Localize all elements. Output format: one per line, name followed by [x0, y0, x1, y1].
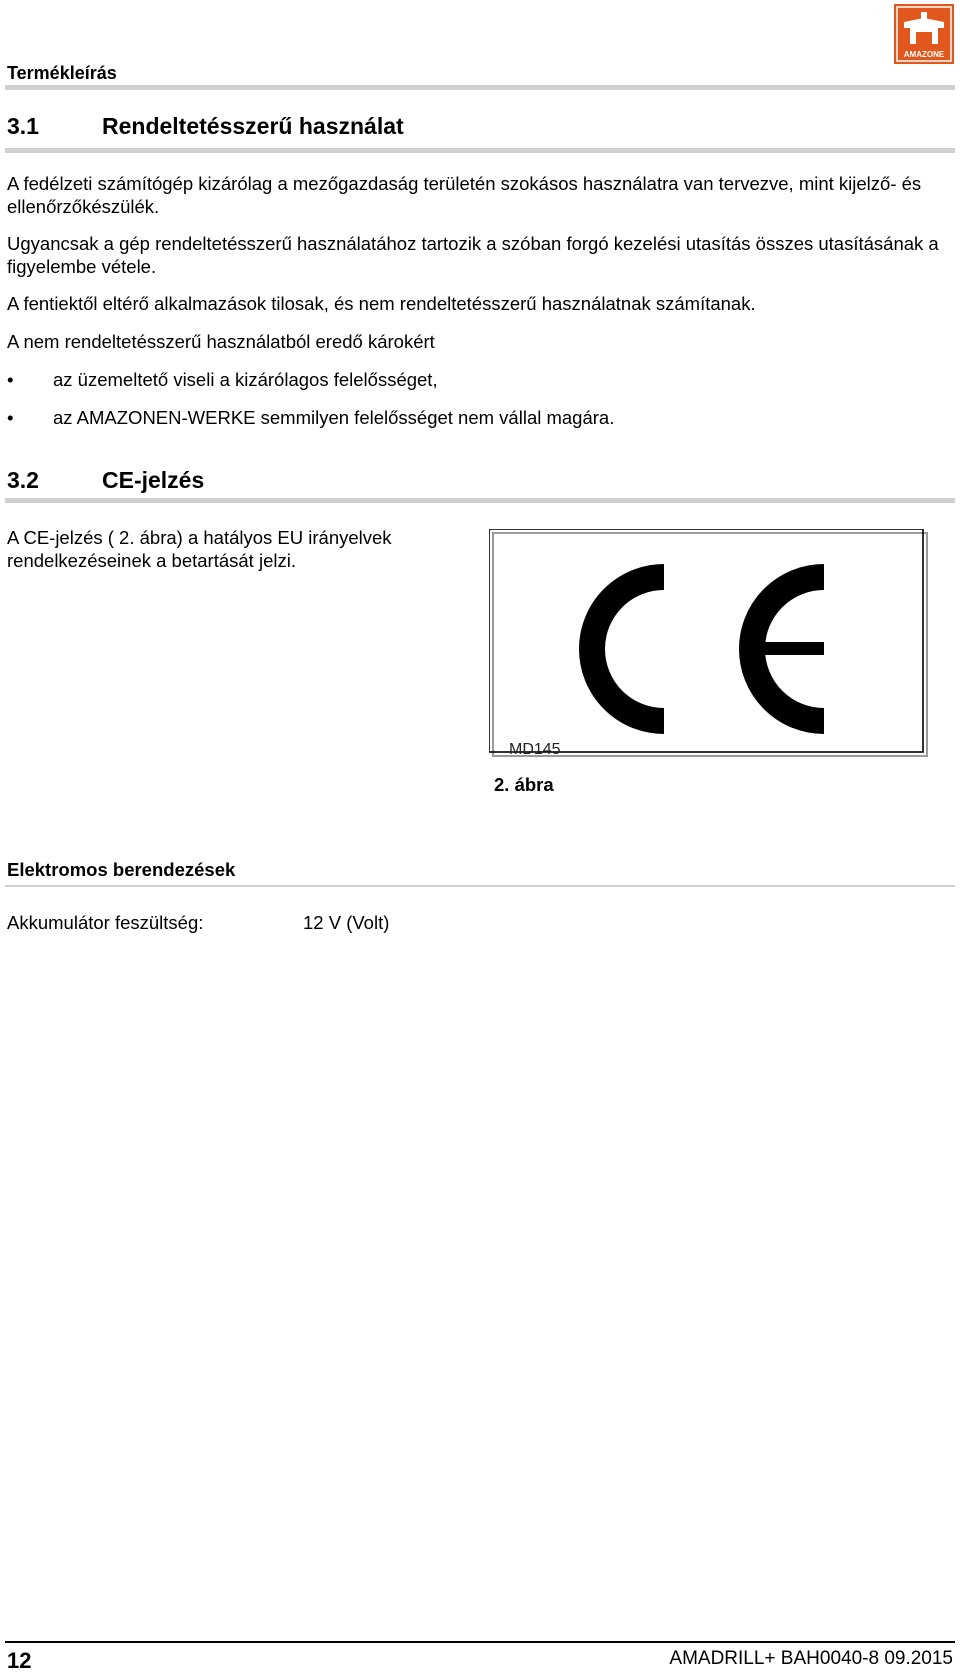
paragraph: A nem rendeltetésszerű használatból eredő károkért — [7, 331, 435, 352]
footer-rule — [5, 1641, 955, 1643]
header-rule — [5, 85, 955, 90]
electrical-heading: Elektromos berendezések — [7, 859, 236, 880]
section-32-rule — [5, 498, 955, 503]
paragraph: A fedélzeti számítógép kizárólag a mezőgazdaság területén szokásos használatra van tervezve, mint kijelző- és ellenőrzőkészülék. — [7, 173, 922, 217]
section-32-number: 3.2 — [7, 467, 39, 493]
svg-text:AMAZONE: AMAZONE — [903, 50, 945, 59]
section-31-heading — [7, 113, 907, 143]
list-item: • az üzemeltető viseli a kizárólagos felelősséget, — [7, 369, 438, 390]
section-31-title: Rendeltetésszerű használat — [102, 113, 404, 139]
ce-mark-figure — [489, 529, 931, 760]
bullet-icon: • — [7, 369, 14, 390]
ce-mark-icon — [592, 577, 824, 721]
figure-caption: 2. ábra — [494, 774, 554, 795]
section-32-title: CE-jelzés — [102, 467, 205, 493]
section-32-heading — [7, 467, 907, 497]
electrical-rule — [5, 885, 955, 887]
bullet-icon: • — [7, 407, 14, 428]
figure-code: MD145 — [509, 741, 561, 758]
document-id: AMADRILL+ BAH0040-8 09.2015 — [669, 1648, 953, 1669]
list-item: • az AMAZONEN-WERKE semmilyen felelősséget nem vállal magára. — [7, 407, 615, 428]
section-31-number: 3.1 — [7, 113, 39, 139]
battery-voltage-value: 12 V (Volt) — [303, 912, 390, 933]
paragraph: A CE-jelzés ( 2. ábra) a hatályos EU irányelvek rendelkezéseinek a betartását jelzi. — [7, 527, 392, 571]
paragraph: A fentiektől eltérő alkalmazások tilosak, és nem rendeltetésszerű használatnak számítanak. — [7, 293, 756, 314]
page-number: 12 — [7, 1648, 32, 1673]
amazone-logo — [894, 4, 954, 64]
battery-voltage-label: Akkumulátor feszültség: — [7, 912, 204, 933]
section-header: Termékleírás — [7, 63, 117, 83]
paragraph: Ugyancsak a gép rendeltetésszerű használatához tartozik a szóban forgó kezelési utasítás összes utasításának a figyelembe vétele. — [7, 233, 939, 277]
section-31-rule — [5, 148, 955, 153]
